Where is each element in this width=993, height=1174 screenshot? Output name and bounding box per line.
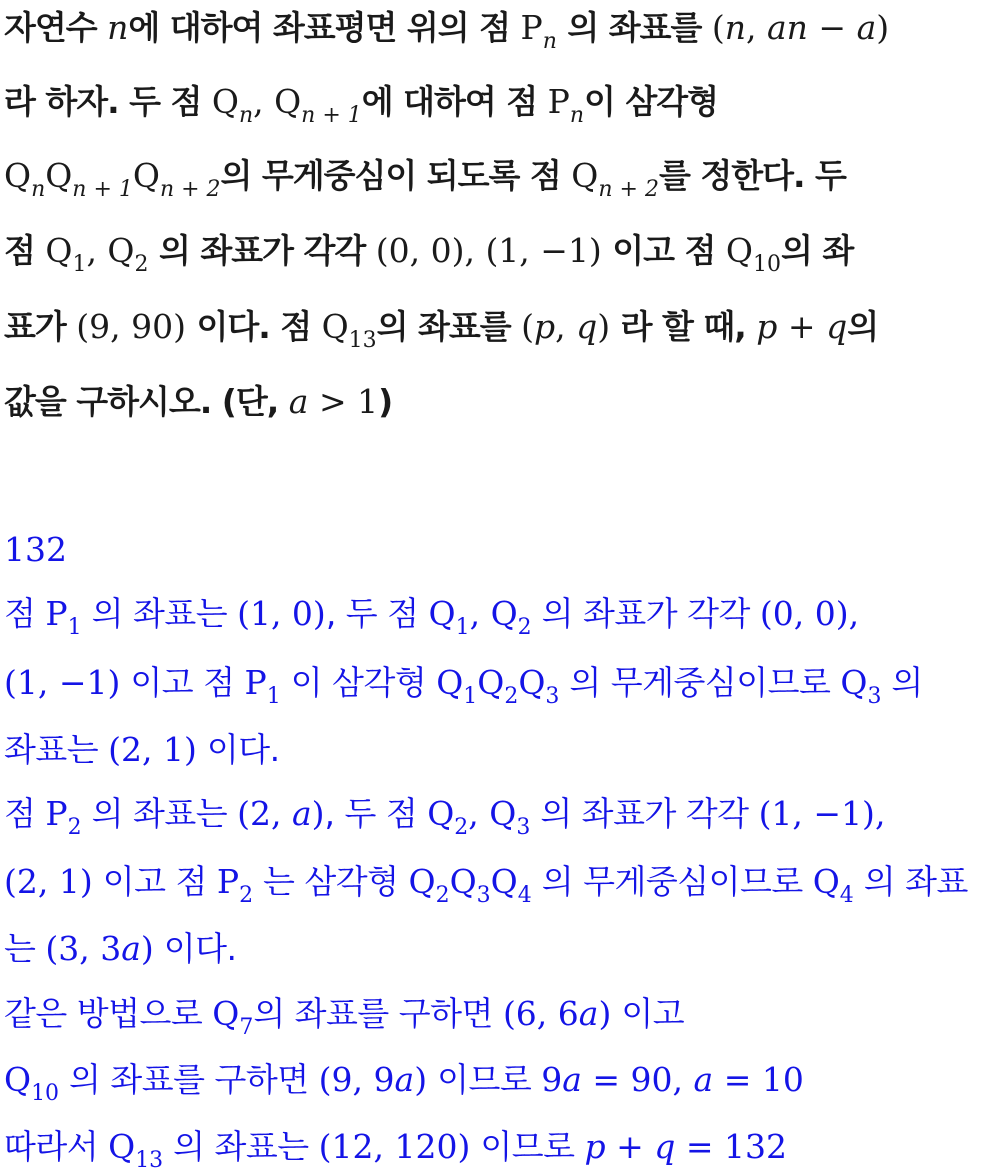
problem-line-5 xyxy=(4,307,879,353)
math-subscript: 2 xyxy=(517,615,532,640)
math-Q: Q xyxy=(4,156,32,195)
math-P: P xyxy=(244,663,267,702)
math-comma: , xyxy=(469,594,491,633)
math-coordinate: (3, 3 xyxy=(45,929,122,968)
problem-text: 를 정한다. 두 xyxy=(658,156,846,195)
math-coordinate: (2, xyxy=(237,794,292,833)
answer-value xyxy=(4,530,67,570)
solution-text: 의 xyxy=(881,663,923,702)
math-Q: Q xyxy=(132,156,160,195)
solution-text: 의 좌표를 구하면 xyxy=(253,994,503,1033)
math-a: a xyxy=(394,1060,415,1099)
math-paren: ) xyxy=(311,794,325,833)
math-subscript: 13 xyxy=(348,328,377,353)
problem-line-6 xyxy=(4,382,392,422)
math-Q: Q xyxy=(4,1060,32,1099)
solution-text: 의 좌표 xyxy=(853,862,968,901)
solution-text: 의 무게중심이므로 xyxy=(559,663,841,702)
problem-text: 에 대하여 점 xyxy=(361,82,548,121)
math-subscript: n xyxy=(542,29,557,54)
math-equation: = 10 xyxy=(713,1060,804,1099)
math-Q: Q xyxy=(812,862,840,901)
math-subscript: 2 xyxy=(239,883,254,908)
problem-text: ) xyxy=(378,382,393,421)
math-subscript: n + 2 xyxy=(598,177,659,202)
math-comma: , xyxy=(464,231,486,270)
math-n: n xyxy=(724,8,747,47)
problem-text: 의 좌표가 각각 xyxy=(148,231,376,270)
math-subscript: 7 xyxy=(239,1015,254,1040)
problem-text: 자연수 xyxy=(4,8,108,47)
math-subscript: 1 xyxy=(67,615,82,640)
solution-line-7 xyxy=(4,994,685,1040)
math-a: a xyxy=(693,1060,714,1099)
math-inequality: > 1 xyxy=(308,382,379,421)
math-Q: Q xyxy=(274,82,302,121)
solution-text: 따라서 xyxy=(4,1127,109,1166)
math-coordinate: (0, 0) xyxy=(759,594,849,633)
math-a: a xyxy=(856,8,877,47)
math-subscript: 3 xyxy=(867,684,882,709)
math-coordinate: (9, 9 xyxy=(318,1060,395,1099)
math-subscript: 3 xyxy=(545,684,560,709)
math-Q: Q xyxy=(45,156,73,195)
math-coordinate: (1, −1) xyxy=(758,794,875,833)
solution-text: 이고 점 xyxy=(92,862,217,901)
math-coordinate: (12, 120) xyxy=(318,1127,471,1166)
problem-text: 라 하자. 두 점 xyxy=(4,82,212,121)
math-Q: Q xyxy=(518,663,546,702)
math-subscript: 10 xyxy=(31,1081,60,1106)
solution-text: 같은 방법으로 xyxy=(4,994,213,1033)
math-comma: , xyxy=(253,82,275,121)
math-comma: , xyxy=(468,794,490,833)
math-subscript: 2 xyxy=(134,252,149,277)
solution-text: 는 삼각형 xyxy=(253,862,409,901)
math-paren: ( xyxy=(521,307,535,346)
problem-text: 의 좌표를 xyxy=(376,307,522,346)
math-subscript: 4 xyxy=(517,883,532,908)
answer-number: 132 xyxy=(4,530,67,569)
solution-text: 의 좌표가 각각 xyxy=(531,594,760,633)
math-subscript: n + 1 xyxy=(72,177,133,202)
solution-text: 이 삼각형 xyxy=(280,663,437,702)
math-paren: ( xyxy=(711,8,725,47)
solution-line-4 xyxy=(4,794,886,840)
solution-text: 의 무게중심이므로 xyxy=(531,862,813,901)
solution-text: 의 좌표가 각각 xyxy=(530,794,759,833)
math-Q: Q xyxy=(212,994,240,1033)
solution-line-6 xyxy=(4,929,237,969)
math-an: an xyxy=(767,8,808,47)
math-subscript: 2 xyxy=(454,815,469,840)
solution-text: 이고 xyxy=(611,994,685,1033)
math-Q: Q xyxy=(490,594,518,633)
math-a: a xyxy=(288,382,309,421)
math-p: p xyxy=(534,307,556,346)
math-Q: Q xyxy=(408,862,436,901)
problem-line-4 xyxy=(4,231,854,277)
math-Q: Q xyxy=(489,794,517,833)
math-coordinate: (6, 6 xyxy=(502,994,579,1033)
math-plus: + xyxy=(777,307,827,346)
math-a: a xyxy=(121,929,141,968)
math-Q: Q xyxy=(108,1127,136,1166)
problem-text: 라 할 때, xyxy=(610,307,757,346)
math-subscript: 3 xyxy=(516,815,531,840)
solution-line-2 xyxy=(4,663,923,709)
math-subscript: 4 xyxy=(839,883,854,908)
math-a: a xyxy=(291,794,312,833)
math-P: P xyxy=(547,82,570,121)
problem-text: 의 좌 xyxy=(780,231,854,270)
solution-text: 이다. xyxy=(153,929,237,968)
math-subscript: n xyxy=(31,177,46,202)
solution-text: 는 xyxy=(4,929,46,968)
math-Q: Q xyxy=(211,82,239,121)
problem-text: 의 좌표를 xyxy=(556,8,712,47)
math-P: P xyxy=(45,594,68,633)
solution-text: 점 xyxy=(4,594,46,633)
math-Q: Q xyxy=(107,231,135,270)
math-paren: ) xyxy=(414,1060,428,1099)
math-p: p xyxy=(756,307,778,346)
math-Q: Q xyxy=(840,663,868,702)
problem-line-3 xyxy=(4,156,846,202)
problem-text: 표가 xyxy=(4,307,77,346)
math-Q: Q xyxy=(449,862,477,901)
solution-text: 좌표는 xyxy=(4,730,109,769)
math-comma: , xyxy=(848,594,860,633)
math-equation: = 90 xyxy=(581,1060,673,1099)
math-coordinate: (1, 0) xyxy=(237,594,326,633)
math-subscript: 2 xyxy=(67,815,82,840)
math-plus: + xyxy=(605,1127,655,1166)
problem-text: 값을 구하시오. (단, xyxy=(4,382,289,421)
math-P: P xyxy=(45,794,68,833)
math-a: a xyxy=(578,994,599,1033)
problem-text: 이다. 점 xyxy=(185,307,322,346)
math-P: P xyxy=(520,8,543,47)
math-coordinate: (9, 90) xyxy=(76,307,186,346)
math-comma: , xyxy=(555,307,577,346)
solution-text: , 두 점 xyxy=(324,794,428,833)
solution-line-8 xyxy=(4,1060,804,1106)
solution-line-1 xyxy=(4,594,860,640)
math-subscript: 1 xyxy=(72,252,87,277)
math-comma: , xyxy=(672,1060,694,1099)
math-subscript: n xyxy=(569,103,585,128)
math-coordinate: (2, 1) xyxy=(4,862,93,901)
math-Q: Q xyxy=(477,663,505,702)
math-comma: , xyxy=(874,794,886,833)
math-subscript: 10 xyxy=(752,252,781,277)
solution-text: 의 좌표는 xyxy=(81,594,238,633)
math-Q: Q xyxy=(571,156,599,195)
problem-text: 의 무게중심이 되도록 점 xyxy=(220,156,572,195)
problem-text: 에 대하여 좌표평면 위의 점 xyxy=(128,8,521,47)
math-coordinate: (0, 0) xyxy=(375,231,465,270)
math-Q: Q xyxy=(725,231,753,270)
solution-text: 의 좌표는 xyxy=(163,1127,319,1166)
solution-text: 점 xyxy=(4,794,46,833)
math-subscript: n + 2 xyxy=(159,177,221,202)
math-n: n xyxy=(107,8,129,47)
math-Q: Q xyxy=(321,307,349,346)
problem-text: 의 xyxy=(847,307,879,346)
math-minus: − xyxy=(807,8,857,47)
math-p: p xyxy=(584,1127,606,1166)
math-Q: Q xyxy=(45,231,73,270)
problem-line-2 xyxy=(4,82,719,128)
math-subscript: 3 xyxy=(476,883,491,908)
math-q: q xyxy=(654,1127,676,1166)
solution-text: 이므로 xyxy=(427,1060,542,1099)
solution-text: , 두 점 xyxy=(325,594,429,633)
math-subscript: 1 xyxy=(266,684,281,709)
math-coordinate: (1, −1) xyxy=(4,663,121,702)
solution-text: 이므로 xyxy=(470,1127,585,1166)
math-q: q xyxy=(826,307,848,346)
solution-text: 의 좌표는 xyxy=(81,794,238,833)
math-Q: Q xyxy=(490,862,518,901)
solution-line-5 xyxy=(4,862,968,908)
math-subscript: 2 xyxy=(435,883,450,908)
math-Q: Q xyxy=(436,663,464,702)
math-subscript: 1 xyxy=(455,615,470,640)
math-a: a xyxy=(562,1060,582,1099)
math-paren: ) xyxy=(597,307,611,346)
math-comma: , xyxy=(746,8,767,47)
solution-text: 이다. xyxy=(196,730,280,769)
math-comma: , xyxy=(86,231,108,270)
math-subscript: 2 xyxy=(504,684,519,709)
math-Q: Q xyxy=(428,594,456,633)
problem-line-1 xyxy=(4,8,890,54)
math-paren: ) xyxy=(876,8,890,47)
problem-text: 점 xyxy=(4,231,46,270)
math-coordinate: (2, 1) xyxy=(108,730,197,769)
math-number: 9 xyxy=(541,1060,563,1099)
solution-text: 이고 점 xyxy=(120,663,245,702)
math-paren: ) xyxy=(140,929,154,968)
math-subscript: 1 xyxy=(463,684,478,709)
math-q: q xyxy=(576,307,598,346)
problem-text: 이고 점 xyxy=(601,231,726,270)
solution-line-9 xyxy=(4,1127,788,1173)
solution-line-3 xyxy=(4,730,280,770)
problem-text: 이 삼각형 xyxy=(584,82,719,121)
math-Q: Q xyxy=(427,794,455,833)
math-subscript: 13 xyxy=(135,1148,164,1173)
math-subscript: n xyxy=(238,103,254,128)
math-subscript: n + 1 xyxy=(301,103,362,128)
math-P: P xyxy=(216,862,240,901)
solution-text: 의 좌표를 구하면 xyxy=(59,1060,319,1099)
math-paren: ) xyxy=(598,994,612,1033)
math-equation: = 132 xyxy=(675,1127,788,1166)
math-coordinate: (1, −1) xyxy=(485,231,602,270)
